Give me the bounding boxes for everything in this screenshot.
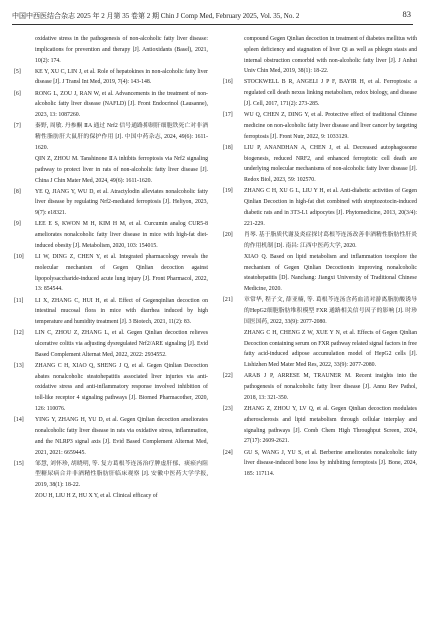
- reference-entry: [14, 296, 208, 328]
- reference-number: [15]: [14, 460, 24, 467]
- reference-number: [22]: [223, 373, 233, 380]
- reference-number: [13]: [14, 362, 24, 369]
- reference-text: 章常华, 程子文, 薛亚楠, 等. 葛根芩连汤含药血清对游离脂肪酸诱导的HepG2细胞脂肪堆积模型 FXR 通路相关信号因子的影响 [J]. 时珍国医国药, 2022, 33(9): 2077-2080.: [244, 297, 417, 325]
- reference-entry: [14, 252, 208, 295]
- reference-text: LI X, ZHANG C, HUI H, et al. Effect of Gegenqinlian decoction on intestinal mucosal flora in mice with diarrhea induced by high temperature and humidity treatment [J]. 3 Biotech, 2021, 11(2): 83.: [35, 297, 208, 326]
- reference-text: 邹慧, 刘怀珍, 胡晓明, 等. 复方葛根芩连汤治疗脾虚肝郁、痰瘀内阻型糖尿病合并非酒精性脂肪肝临床观察 [J]. 安徽中医药大学学报, 2019, 38(1): 18-22.: [35, 460, 208, 489]
- reference-text: YE Q, JIANG Y, WU D, et al. Atractylodin alleviates nonalcoholic fatty liver disease by regulating Nrf2-mediated ferroptosis [J]. Heliyon, 2023, 9(7): e18321.: [35, 188, 208, 217]
- reference-text: ZHANG Z, ZHOU Y, LV Q, et al. Gegen Qinlian decoction modulates atherosclerosis and lipid metabolism through cellular interplay and signaling pathways [J]. Comb Chem High Throughput Screen, 2024, 27(17): 2609-2621.: [244, 406, 417, 445]
- reference-text: WU Q, CHEN Z, DING Y, et al. Protective effect of traditional Chinese medicine on non-alcoholic fatty liver disease and liver cancer by targeting ferroptosis [J]. Front Nutr, 2022, 9: 1033129.: [244, 112, 417, 140]
- reference-text: XIAO Q. Based on lipid metabolism and inflammation toexplore the mechanism of Gegen Qinlian Decoctionin improving nonalcoholic steatohepatitis [D]. Nanchang: Jiangxi University of Traditional Chinese Medicine, 2020.: [244, 253, 417, 293]
- reference-text: ZOU H, LIU H Z, HU X Y, et al. Clinical efficacy of: [35, 493, 158, 500]
- reference-number: [9]: [14, 221, 21, 228]
- reference-entry: [14, 89, 208, 121]
- reference-entry: [223, 186, 417, 229]
- reference-entry: [14, 491, 208, 502]
- reference-text: KE Y, XU C, LIN J, et al. Role of hepatokines in non-alcoholic fatty liver disease [J]. J Transl Int Med, 2019, 7(4): 143-148.: [35, 68, 208, 86]
- reference-entry: [223, 34, 417, 77]
- reference-number: [10]: [14, 254, 24, 261]
- reference-text: STOCKWELL B R, ANGELI J P F, BAYIR H, et al. Ferroptosis: a regulated cell death nexus linking metabolism, redox biology, and disease [J]. Cell, 2017, 171(2): 273-285.: [244, 79, 417, 108]
- header-rule: [12, 24, 413, 25]
- reference-entry: [223, 143, 417, 186]
- reference-text: ZHANG C H, XIAO Q, SHENG J Q, et al. Gegen Qinlian Decoction abates nonalcoholic steatohepatitis associated liver injuries via anti-oxidative stress and anti-inflammatory response involved inhibition of toll-like receptor 4 signaling pathways [J]. Biomed Pharmacother, 2020, 126: 110076.: [35, 362, 208, 413]
- right-reference-column: [223, 34, 417, 480]
- reference-text: RONG L, ZOU J, RAN W, et al. Advancements in the treatment of non-alcoholic fatty liver disease (NAFLD) [J]. Front Endocrinol (Lausanne), 2023, 13: 1087260.: [35, 90, 208, 119]
- reference-entry: [14, 154, 208, 186]
- reference-number: [7]: [14, 123, 21, 130]
- reference-entry: [223, 404, 417, 447]
- reference-text: ARAB J P, ARRESE M, TRAUNER M. Recent insights into the pathogenesis of nonalcoholic fatty liver disease [J]. Annu Rev Pathol, 2018, 13: 321-350.: [244, 373, 417, 401]
- reference-text: ZHANG C H, CHENG Z W, XUE Y N, et al. Effects of Gegen Qinlian Decoction containing serum on FXR pathway related signal factors in free fatty acid-induced adipose accumulation model of HepG2 cells [J]. Lishizhen Med Mater Med Res, 2022, 33(9): 2077-2080.: [244, 329, 417, 369]
- reference-text: ZHANG C H, XU G L, LIU Y H, et al. Anti-diabetic activities of Gegen Qinlian Decoction in high-fat diet combined with streptozotocin-induced diabetic rats and in 3T3-L1 adipocytes [J]. Phytomedicine, 2013, 20(3/4): 221-229.: [244, 188, 417, 227]
- reference-text: LEE E S, KWON M H, KIM H M, et al. Curcumin analog CUR5-8 ameliorates nonalcoholic fatty liver disease in mice with high-fat diet-induced obesity [J]. Metabolism, 2020, 103: 154015.: [35, 221, 208, 249]
- running-header: [0, 0, 427, 26]
- reference-text: oxidative stress in the pathogenesis of non-alcoholic fatty liver disease: implications for prevention and therapy [J]. Antioxidants (Basel), 2021, 10(2): 174.: [35, 36, 208, 64]
- reference-number: [20]: [223, 231, 233, 238]
- reference-number: [12]: [14, 330, 24, 337]
- reference-text: compound Gegen Qinlian decoction in treatment of diabetes mellitus with spleen deficiency and stagnation of liver Qi as well as phlegm stasis and internal obstruction comorbid with non-alcoholic fatty liver [J]. J Anhui Univ Chin Med, 2019, 38(1): 18-22.: [244, 36, 417, 75]
- reference-entry: [14, 187, 208, 219]
- reference-text: LIN C, ZHOU Z, ZHANG L, et al. Gegen Qinlian decoction relieves ulcerative colitis via adjusting dysregulated Nrf2/ARE signaling [J]. Evid Based Complement Alternat Med, 2022, 2022: 2934552.: [35, 330, 208, 358]
- reference-number: [24]: [223, 449, 233, 456]
- reference-entry: [223, 77, 417, 109]
- reference-entry: [223, 110, 417, 142]
- reference-text: 肖琴. 基于脂质代谢及炎症探讨葛根芩连汤改善非酒精性脂肪性肝炎的作用机制 [D]. 南昌: 江西中医药大学, 2020.: [244, 231, 417, 249]
- reference-entry: [223, 328, 417, 371]
- reference-entry: [14, 415, 208, 458]
- reference-text: GU S, WANG J, YU S, et al. Berberine ameliorates nonalcoholic fatty liver disease-induced bone loss by inhibiting ferroptosis [J]. Bone, 2024, 185: 117114.: [244, 449, 417, 478]
- reference-number: [19]: [223, 188, 233, 195]
- reference-entry: [14, 121, 208, 153]
- reference-number: [5]: [14, 68, 21, 75]
- reference-entry: [223, 371, 417, 403]
- reference-text: LI W, DING Z, CHEN Y, et al. Integrated pharmacology reveals the molecular mechanism of Gegen Qinlian decoction against lipopolysaccharide-induced acute lung injury [J]. Front Pharmacol, 2022, 13: 854544.: [35, 254, 208, 293]
- left-reference-column: [14, 34, 208, 502]
- reference-entry: [14, 361, 208, 415]
- reference-number: [23]: [223, 406, 233, 413]
- reference-entry: [14, 219, 208, 251]
- reference-number: [17]: [223, 112, 233, 119]
- journal-running-title: 中国中西医结合杂志 2025 年 2 月第 35 卷第 2 期 Chin J Comp Med, February 2025, Vol. 35, No. 2: [12, 12, 300, 20]
- reference-number: [18]: [223, 144, 233, 151]
- reference-entry: [14, 67, 208, 89]
- reference-entry: [14, 328, 208, 360]
- reference-number: [16]: [223, 79, 233, 86]
- reference-entry: [223, 230, 417, 252]
- reference-number: [8]: [14, 188, 21, 195]
- page-number: 83: [402, 9, 411, 19]
- reference-entry: [14, 459, 208, 491]
- reference-entry: [223, 295, 417, 327]
- reference-text: YING Y, ZHANG H, YU D, et al. Gegen Qinlian decoction ameliorates nonalcoholic fatty liver disease in rats via oxidative stress, inflammation, and the NLRP3 signal axis [J]. Evid Based Complement Alternat Med, 2021, 2021: 6659445.: [35, 417, 208, 456]
- reference-number: [21]: [223, 297, 233, 304]
- reference-entry: [14, 34, 208, 66]
- reference-number: [6]: [14, 90, 21, 97]
- reference-number: [11]: [14, 297, 24, 304]
- reference-number: [14]: [14, 417, 24, 424]
- reference-text: 秦野, 周敏. 丹参酮 ⅡA 通过 Nrf2 信号通路抑制肝细胞铁死亡对非酒精性脂肪肝大鼠肝的保护作用 [J]. 中国中药杂志, 2024, 49(6): 1611-1620.: [35, 123, 208, 151]
- reference-text: LIU P, ANANDHAN A, CHEN J, et al. Decreased autophagosome biogenesis, reduced NRF2, and enhanced ferroptotic cell death are underlying molecular mechanisms of non-alcoholic fatty liver disease [J]. Redox Biol, 2023, 59: 102570.: [244, 144, 417, 184]
- reference-entry: [223, 448, 417, 480]
- reference-entry: [223, 252, 417, 295]
- reference-text: QIN Z, ZHOU M. Tanshinone ⅡA inhibits ferroptosis via Nrf2 signaling pathway to protect liver in rats of non-alcoholic fatty liver disease [J]. China J Chin Mater Med, 2024, 49(6): 1611-1620.: [35, 155, 208, 184]
